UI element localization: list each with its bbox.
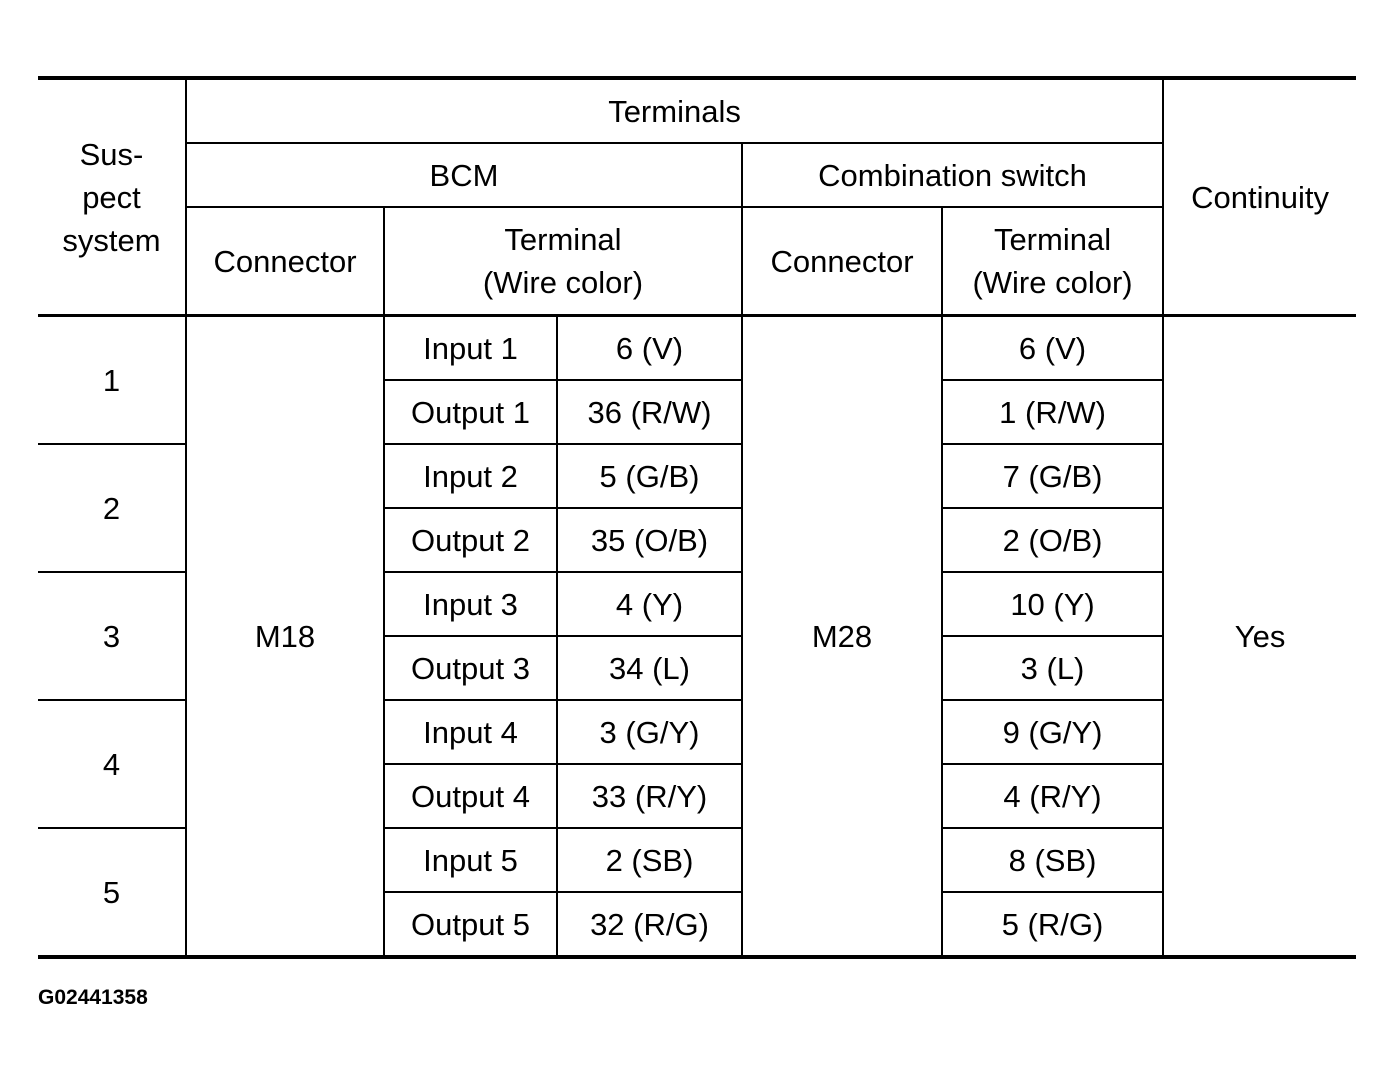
signal-cell: Output 2 [384, 508, 557, 572]
cs-terminal-cell: 7 (G/B) [942, 444, 1163, 508]
cs-terminal-cell: 1 (R/W) [942, 380, 1163, 444]
terminals-header: Terminals [186, 78, 1163, 143]
signal-cell: Input 1 [384, 316, 557, 381]
suspect-system-cell: 1 [38, 316, 186, 445]
table-row [38, 316, 1356, 381]
signal-cell: Input 4 [384, 700, 557, 764]
suspect-system-cell: 3 [38, 572, 186, 700]
signal-cell: Input 2 [384, 444, 557, 508]
cs-terminal-cell: 2 (O/B) [942, 508, 1163, 572]
bcm-connector-header: Connector [186, 207, 384, 316]
bcm-terminal-cell: 5 (G/B) [557, 444, 742, 508]
bcm-terminal-cell: 36 (R/W) [557, 380, 742, 444]
cs-terminal-cell: 9 (G/Y) [942, 700, 1163, 764]
bcm-connector-cell: M18 [186, 316, 384, 958]
signal-cell: Output 4 [384, 764, 557, 828]
continuity-header: Continuity [1163, 78, 1356, 316]
cs-terminal-cell: 8 (SB) [942, 828, 1163, 892]
combination-switch-header: Combination switch [742, 143, 1163, 207]
suspect-system-cell: 4 [38, 700, 186, 828]
bcm-terminal-cell: 3 (G/Y) [557, 700, 742, 764]
suspect-system-cell: 2 [38, 444, 186, 572]
bcm-header: BCM [186, 143, 742, 207]
signal-cell: Output 3 [384, 636, 557, 700]
signal-cell: Output 1 [384, 380, 557, 444]
cs-terminal-cell: 4 (R/Y) [942, 764, 1163, 828]
bcm-terminal-cell: 4 (Y) [557, 572, 742, 636]
suspect-system-cell: 5 [38, 828, 186, 957]
bcm-terminal-cell: 35 (O/B) [557, 508, 742, 572]
cs-connector-cell: M28 [742, 316, 942, 958]
cs-terminal-header: Terminal (Wire color) [942, 207, 1163, 316]
terminal-continuity-table [38, 76, 1356, 959]
bcm-terminal-cell: 32 (R/G) [557, 892, 742, 957]
signal-cell: Input 3 [384, 572, 557, 636]
bcm-terminal-header: Terminal (Wire color) [384, 207, 742, 316]
cs-connector-header: Connector [742, 207, 942, 316]
bcm-terminal-cell: 6 (V) [557, 316, 742, 381]
cs-terminal-cell: 10 (Y) [942, 572, 1163, 636]
bcm-terminal-cell: 2 (SB) [557, 828, 742, 892]
cs-terminal-cell: 6 (V) [942, 316, 1163, 381]
figure-id: G02441358 [38, 986, 148, 1009]
continuity-cell: Yes [1163, 316, 1356, 958]
cs-terminal-cell: 5 (R/G) [942, 892, 1163, 957]
suspect-system-header: Sus- pect system [38, 78, 186, 316]
signal-cell: Input 5 [384, 828, 557, 892]
signal-cell: Output 5 [384, 892, 557, 957]
cs-terminal-cell: 3 (L) [942, 636, 1163, 700]
bcm-terminal-cell: 33 (R/Y) [557, 764, 742, 828]
bcm-terminal-cell: 34 (L) [557, 636, 742, 700]
